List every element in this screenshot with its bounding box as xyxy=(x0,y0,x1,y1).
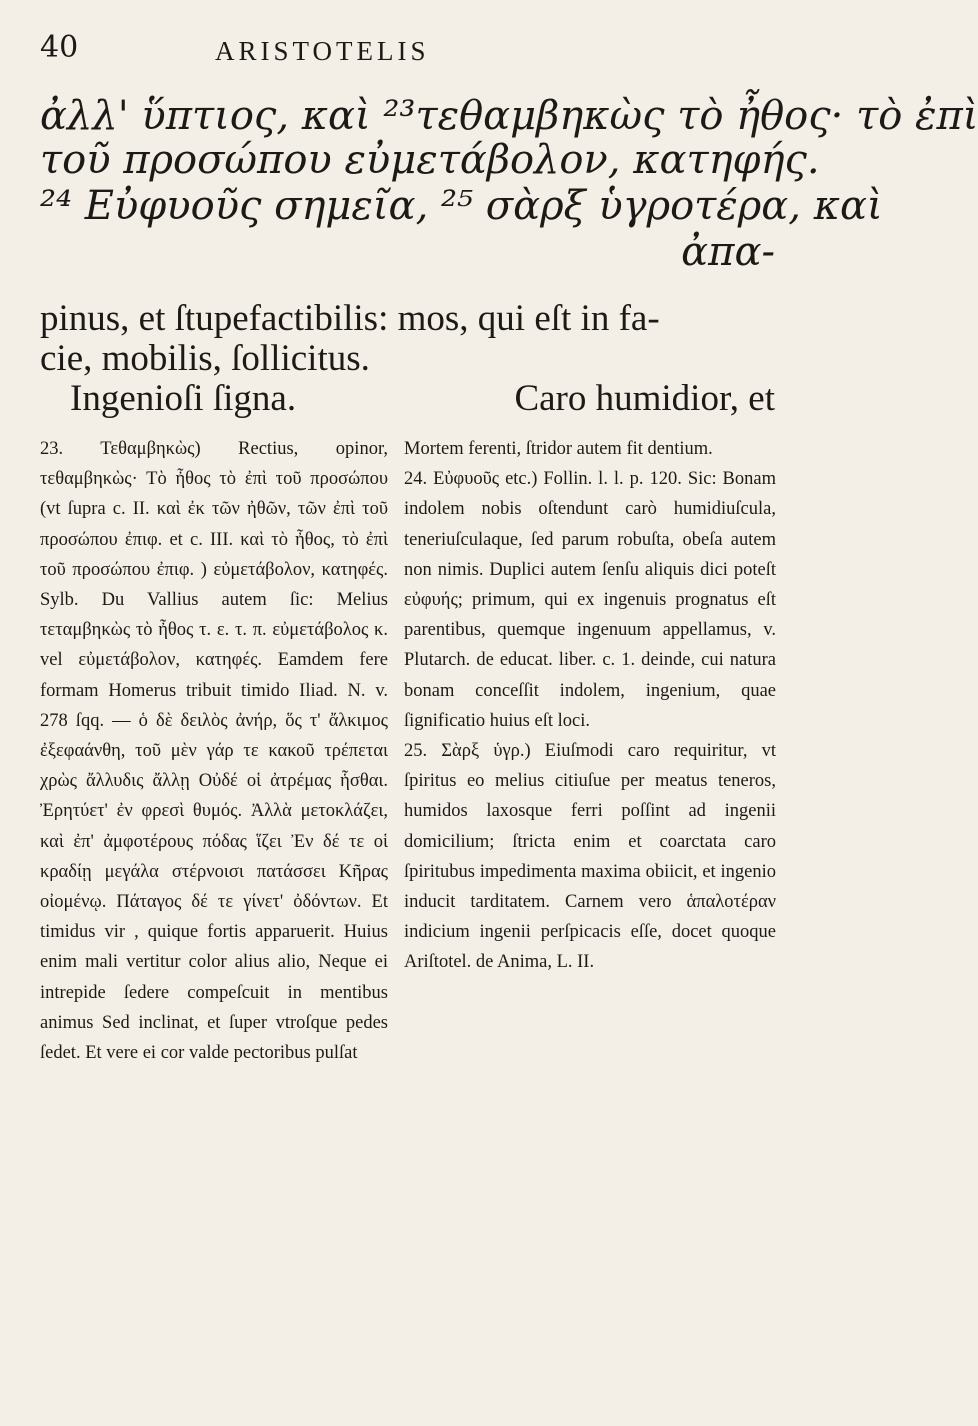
section-heading: Ingenioſi ſigna. xyxy=(70,378,297,419)
greek-text-line-4: ἀπα- xyxy=(681,229,775,275)
latin-text-line-1: pinus, et ſtupefactibilis: mos, qui eſt in fa- xyxy=(40,298,660,339)
latin-text-line-3 xyxy=(40,380,775,417)
greek-text-line-2: τοῦ προσώπου εὐμετάβολον, κατηφής. xyxy=(40,137,820,183)
latin-text-line-2: cie, mobilis, ſollicitus. xyxy=(40,338,370,379)
greek-text-line-3: ²⁴ Εὐφυοῦς σημεῖα, ²⁵ σὰρξ ὑγροτέρα, καὶ xyxy=(40,183,883,229)
footnote-column-right xyxy=(404,434,776,978)
latin-text-line-3-end: Caro humidior, et xyxy=(514,378,775,419)
footnote-column-left xyxy=(40,434,388,1068)
running-title: ARISTOTELIS xyxy=(215,36,430,66)
page-header xyxy=(40,30,760,80)
footnote-left-text: 23. Τεθαμβηκὼς) Rectius, opinor, τεθαμβηκὼς· Τὸ ἦθος τὸ ἐπὶ τοῦ προσώπου (vt ſupra c. II. καὶ ἐκ τῶν ἠθῶν, τῶν ἐπὶ τοῦ προσώπου ἐπιφ. et c. III. καὶ τὸ ἦθος, τὸ ἐπὶ τοῦ προσώπου ἐπιφ. ) εὐμετάβολον, κατηφές. Sylb. Du Vallius autem ſic: Melius τεταμβηκὼς τὸ ἦθος τ. ε. τ. π. εὐμετάβολος κ. vel εὐμετάβολον, κατηφές. Eamdem fere formam Homerus tribuit timido Iliad. N. v. 278 ſqq. — ὁ δὲ δειλὸς ἀνήρ, ὅς τ' ἄλκιμος ἐξεφαάνθη, τοῦ μὲν γάρ τε κακοῦ τρέπεται χρὼς ἄλλυδις ἄλλῃ Οὐδέ οἱ ἀτρέμας ἧσθαι. Ἐρητύετ' ἐν φρεσὶ θυμός. Ἀλλὰ μετοκλάζει, καὶ ἐπ' ἀμφοτέρους πόδας ἵζει Ἐν δέ τε οἱ κραδίῃ μεγάλα στέρνοισι πατάσσει Κῆρας οἰομένῳ. Πάταγος δέ τε γίνετ' ὀδόντων. Et timidus vir , quique fortis apparuerit. Huius enim mali vertitur color alius alio, Neque ei intrepide ſedere compeſcuit in mentibus animus Sed inclinat, et ſuper vtroſque pedes ſedet. Et vere ei cor valde pectoribus pulſat xyxy=(40,439,388,1064)
page-number: 40 xyxy=(40,30,79,65)
footnote-right-text: Mortem ferenti, ſtridor autem fit dentium. 24. Εὐφυοῦς etc.) Follin. l. l. p. 120. Sic: Bonam indolem nobis oſtendunt carò humidiuſcula, teneriuſculaque, ſed parum robuſta, obeſa autem non nimis. Duplici autem ſenſu aliquis dici poteſt εὐφυής; primum, qui ex ingenuis prognatus eſt parentibus, quemque ingenuum appellamus, v. Plutarch. de educat. liber. c. 1. deinde, cui natura bonam conceſſit indolem, ingenium, quae ſignificatio huius eſt loci. 25. Σὰρξ ὑγρ.) Eiuſmodi caro requiritur, vt ſpiritus eo melius citiuſue per meatus teneros, humidos laxosque ferri poſſint ad ingenii domicilium; ſtricta enim et coarctata caro ſpiritubus impedimenta maxima obiicit, et ingenio inducit tarditatem. Carnem vero ἁπαλοτέραν indicium ingenii perſpicacis eſſe, docet quoque Ariſtotel. de Anima, L. II. xyxy=(404,439,776,973)
greek-text-line-1: ἀλλ' ὕπτιος, καὶ ²³τεθαμβηκὼς τὸ ἦθος· τὸ ἐπὶ xyxy=(40,93,978,139)
